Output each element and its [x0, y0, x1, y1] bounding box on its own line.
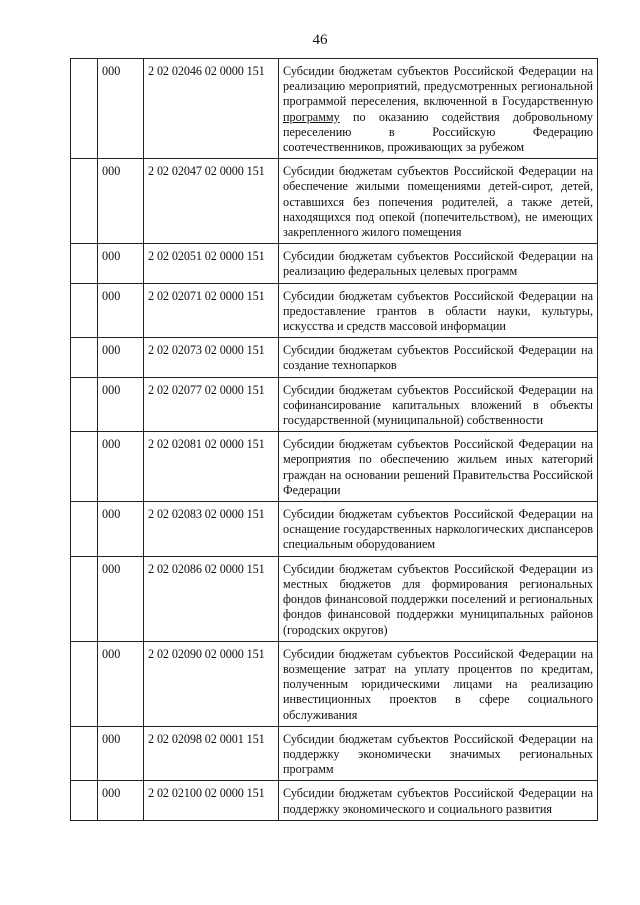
- table-row: [71, 244, 598, 283]
- description-cell: Субсидии бюджетам субъектов Российской Федерации на оснащение государственных наркологических диспансеров специальным оборудованием: [279, 502, 598, 557]
- admin-code-cell: 000: [98, 432, 144, 502]
- admin-code-cell: 000: [98, 726, 144, 781]
- row-spacer-cell: [71, 726, 98, 781]
- description-cell: Субсидии бюджетам субъектов Российской Федерации на обеспечение жилыми помещениями детей-сирот, детей, оставшихся без попечения родителей, а также детей, находящихся под опекой (попечительством), не имеющих закрепленного жилого помещения: [279, 159, 598, 244]
- row-spacer-cell: [71, 159, 98, 244]
- budget-code-cell: 2 02 02098 02 0001 151: [144, 726, 279, 781]
- table-row: [71, 556, 598, 641]
- table-row: [71, 781, 598, 820]
- admin-code-cell: 000: [98, 244, 144, 283]
- budget-code-cell: 2 02 02086 02 0000 151: [144, 556, 279, 641]
- description-text-continued: по оказанию содействия добровольному переселению в Российскую Федерацию соотечественников, проживающих за рубежом: [283, 109, 593, 155]
- row-spacer-cell: [71, 781, 98, 820]
- table-row: [71, 283, 598, 338]
- program-link[interactable]: программу: [283, 109, 340, 124]
- admin-code-cell: 000: [98, 159, 144, 244]
- admin-code-cell: 000: [98, 556, 144, 641]
- row-spacer-cell: [71, 641, 98, 726]
- budget-code-cell: 2 02 02083 02 0000 151: [144, 502, 279, 557]
- table-row: [71, 432, 598, 502]
- budget-code-cell: 2 02 02071 02 0000 151: [144, 283, 279, 338]
- budget-code-cell: 2 02 02047 02 0000 151: [144, 159, 279, 244]
- description-cell: [279, 59, 598, 159]
- budget-classification-table: [70, 58, 598, 821]
- description-cell: Субсидии бюджетам субъектов Российской Федерации на предоставление грантов в области науки, культуры, искусства и средств массовой информации: [279, 283, 598, 338]
- budget-code-cell: 2 02 02077 02 0000 151: [144, 377, 279, 432]
- description-cell: Субсидии бюджетам субъектов Российской Федерации на возмещение затрат на уплату процентов по кредитам, полученным юридическими лицами на реализацию инвестиционных проектов в сфере социального обслуживания: [279, 641, 598, 726]
- row-spacer-cell: [71, 502, 98, 557]
- admin-code-cell: 000: [98, 338, 144, 377]
- description-cell: Субсидии бюджетам субъектов Российской Федерации на поддержку экономически значимых региональных программ: [279, 726, 598, 781]
- row-spacer-cell: [71, 432, 98, 502]
- table-row: [71, 377, 598, 432]
- row-spacer-cell: [71, 338, 98, 377]
- budget-code-cell: 2 02 02073 02 0000 151: [144, 338, 279, 377]
- budget-code-cell: 2 02 02100 02 0000 151: [144, 781, 279, 820]
- budget-code-cell: 2 02 02090 02 0000 151: [144, 641, 279, 726]
- row-spacer-cell: [71, 556, 98, 641]
- admin-code-cell: 000: [98, 502, 144, 557]
- row-spacer-cell: [71, 59, 98, 159]
- page-number: 46: [312, 32, 328, 48]
- budget-code-cell: 2 02 02046 02 0000 151: [144, 59, 279, 159]
- description-cell: Субсидии бюджетам субъектов Российской Федерации из местных бюджетов для формирования региональных фондов финансовой поддержки поселений и региональных фондов финансовой поддержки муниципальных районов (городских округов): [279, 556, 598, 641]
- description-text: Субсидии бюджетам субъектов Российской Федерации на реализацию мероприятий, предусмотренных региональной программой переселения, включенной в Государственную: [283, 64, 593, 109]
- budget-code-cell: 2 02 02051 02 0000 151: [144, 244, 279, 283]
- table-row: [71, 726, 598, 781]
- row-spacer-cell: [71, 377, 98, 432]
- table-row: [71, 59, 598, 159]
- admin-code-cell: 000: [98, 377, 144, 432]
- description-cell: Субсидии бюджетам субъектов Российской Федерации на реализацию федеральных целевых программ: [279, 244, 598, 283]
- admin-code-cell: 000: [98, 641, 144, 726]
- admin-code-cell: 000: [98, 283, 144, 338]
- budget-code-cell: 2 02 02081 02 0000 151: [144, 432, 279, 502]
- description-cell: Субсидии бюджетам субъектов Российской Федерации на софинансирование капитальных вложений в объекты государственной (муниципальной) собственности: [279, 377, 598, 432]
- admin-code-cell: 000: [98, 781, 144, 820]
- description-cell: Субсидии бюджетам субъектов Российской Федерации на создание технопарков: [279, 338, 598, 377]
- table-row: [71, 159, 598, 244]
- description-cell: Субсидии бюджетам субъектов Российской Федерации на поддержку экономического и социального развития: [279, 781, 598, 820]
- table-row: [71, 641, 598, 726]
- table-row: [71, 338, 598, 377]
- row-spacer-cell: [71, 244, 98, 283]
- admin-code-cell: 000: [98, 59, 144, 159]
- table-row: [71, 502, 598, 557]
- row-spacer-cell: [71, 283, 98, 338]
- description-cell: Субсидии бюджетам субъектов Российской Федерации на мероприятия по обеспечению жильем иных категорий граждан на основании решений Правительства Российской Федерации: [279, 432, 598, 502]
